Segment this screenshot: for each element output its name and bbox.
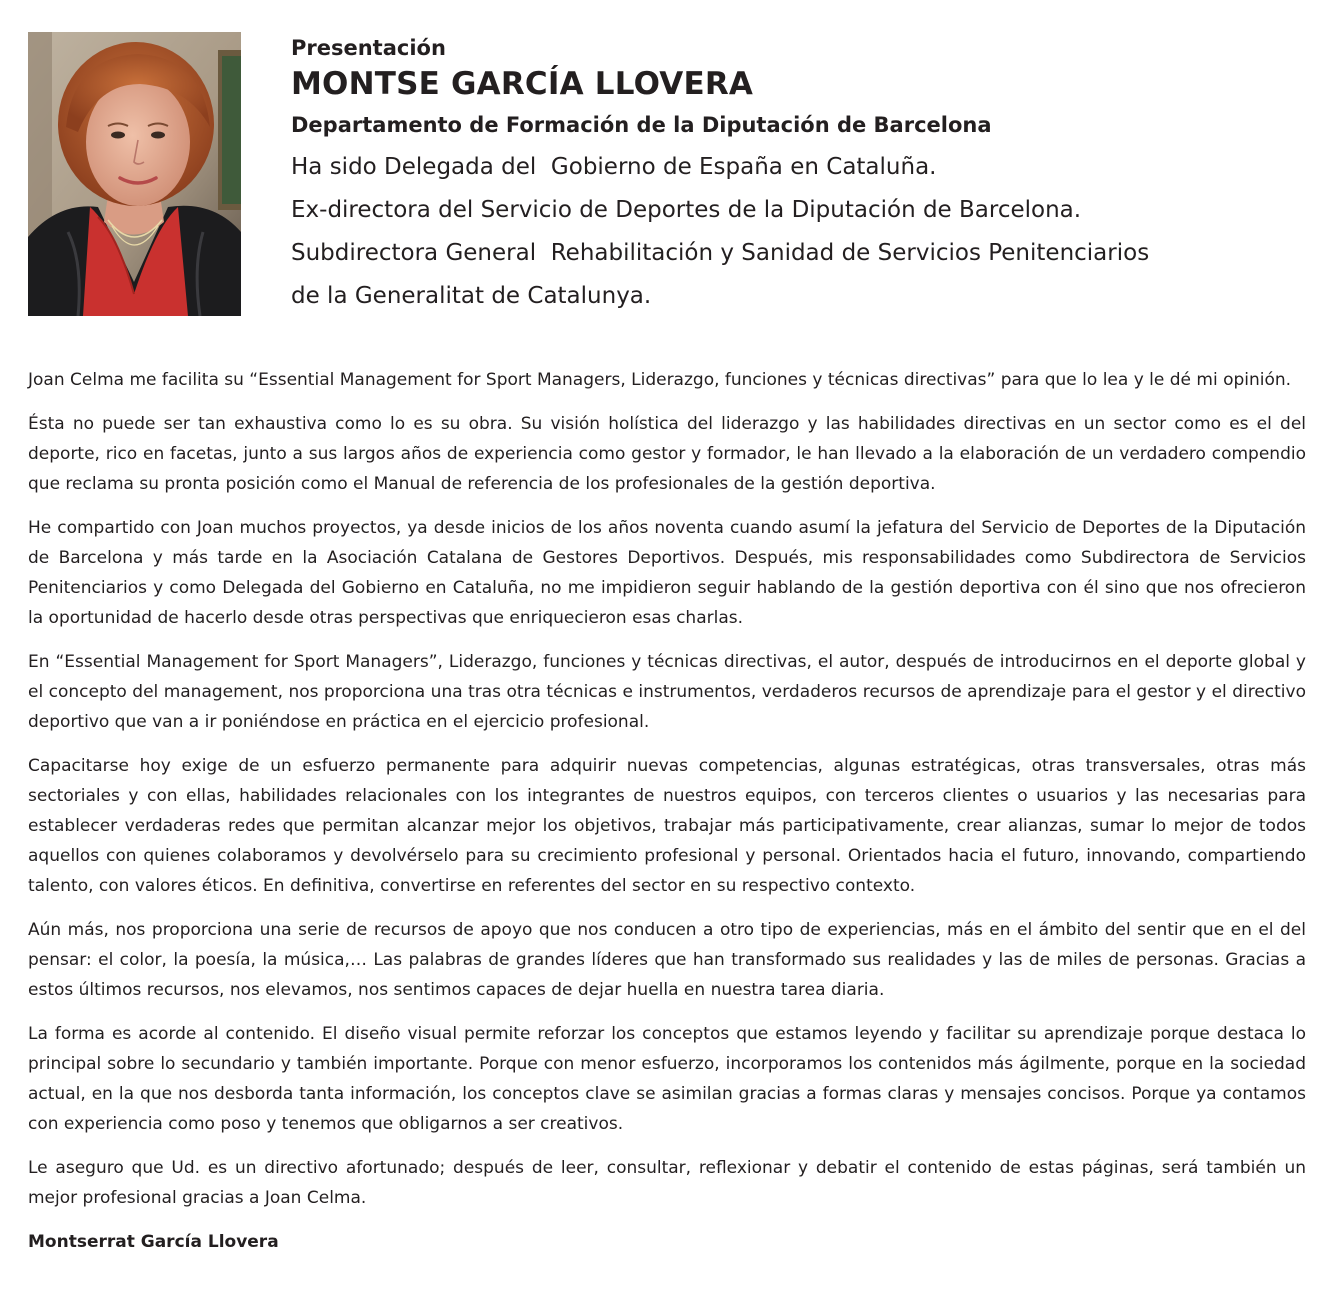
author-portrait-photo	[28, 32, 241, 316]
body-paragraph: Capacitarse hoy exige de un esfuerzo permanente para adquirir nuevas competencias, algunas estratégicas, otras transversales, otras más sectoriales y con ellas, habilidades relacionales con los integrantes de nuestros equipos, con terceros clientes o usuarios y las necesarias para establecer verdaderas redes que permitan alcanzar mejor los objetivos, trabajar más participativamente, crear alianzas, sumar lo mejor de todos aquellos con quienes colaboramos y devolvérselo para su crecimiento profesional y personal. Orientados hacia el futuro, innovando, compartiendo talento, con valores éticos. En definitiva, convertirse en referentes del sector en su respectivo contexto.	[28, 756, 1306, 896]
author-department: Departamento de Formación de la Diputación de Barcelona	[291, 113, 992, 137]
presentation-body	[28, 365, 1306, 1271]
signature: Montserrat García Llovera	[28, 1232, 279, 1252]
presentation-header	[291, 34, 1301, 318]
section-kicker: Presentación	[291, 36, 446, 60]
body-paragraph: Le aseguro que Ud. es un directivo afortunado; después de leer, consultar, reflexionar y debatir el contenido de estas páginas, será también un mejor profesional gracias a Joan Celma.	[28, 1158, 1306, 1208]
author-role-line: Subdirectora General Rehabilitación y Sanidad de Servicios Penitenciarios	[291, 240, 1150, 266]
body-paragraph: Aún más, nos proporciona una serie de recursos de apoyo que nos conducen a otro tipo de experiencias, más en el ámbito del sentir que en el del pensar: el color, la poesía, la música,… Las palabras de grandes líderes que han transformado sus realidades y las de miles de personas. Gracias a estos últimos recursos, nos elevamos, nos sentimos capaces de dejar huella en nuestra tarea diaria.	[28, 920, 1306, 1000]
author-name: MONTSE GARCÍA LLOVERA	[291, 66, 754, 102]
body-paragraph: La forma es acorde al contenido. El diseño visual permite reforzar los conceptos que estamos leyendo y facilitar su aprendizaje porque destaca lo principal sobre lo secundario y también importante. Porque con menor esfuerzo, incorporamos los contenidos más ágilmente, porque en la sociedad actual, en la que nos desborda tanta información, los conceptos clave se asimilan gracias a formas claras y mensajes concisos. Porque ya contamos con experiencia como poso y tenemos que obligarnos a ser creativos.	[28, 1024, 1306, 1134]
author-role-line: de la Generalitat de Catalunya.	[291, 283, 652, 309]
body-paragraph: Ésta no puede ser tan exhaustiva como lo es su obra. Su visión holística del liderazgo y las habilidades directivas en un sector como es el del deporte, rico en facetas, junto a sus largos años de experiencia como gestor y formador, le han llevado a la elaboración de un verdadero compendio que reclama su pronta posición como el Manual de referencia de los profesionales de la gestión deportiva.	[28, 414, 1306, 494]
body-paragraph: En “Essential Management for Sport Managers”, Liderazgo, funciones y técnicas directivas, el autor, después de introducirnos en el deporte global y el concepto del management, nos proporciona una tras otra técnicas e instrumentos, verdaderos recursos de aprendizaje para el gestor y el directivo deportivo que van a ir poniéndose en práctica en el ejercicio profesional.	[28, 652, 1306, 732]
body-paragraph: He compartido con Joan muchos proyectos, ya desde inicios de los años noventa cuando asumí la jefatura del Servicio de Deportes de la Diputación de Barcelona y más tarde en la Asociación Catalana de Gestores Deportivos. Después, mis responsabilidades como Subdirectora de Servicios Penitenciarios y como Delegada del Gobierno en Cataluña, no me impidieron seguir hablando de la gestión deportiva con él sino que nos ofrecieron la oportunidad de hacerlo desde otras perspectivas que enriquecieron esas charlas.	[28, 518, 1306, 628]
body-paragraph: Joan Celma me facilita su “Essential Management for Sport Managers, Liderazgo, funciones y técnicas directivas” para que lo lea y le dé mi opinión.	[28, 370, 1292, 390]
author-role-line: Ha sido Delegada del Gobierno de España en Cataluña.	[291, 154, 937, 180]
author-role-line: Ex-directora del Servicio de Deportes de la Diputación de Barcelona.	[291, 197, 1082, 223]
